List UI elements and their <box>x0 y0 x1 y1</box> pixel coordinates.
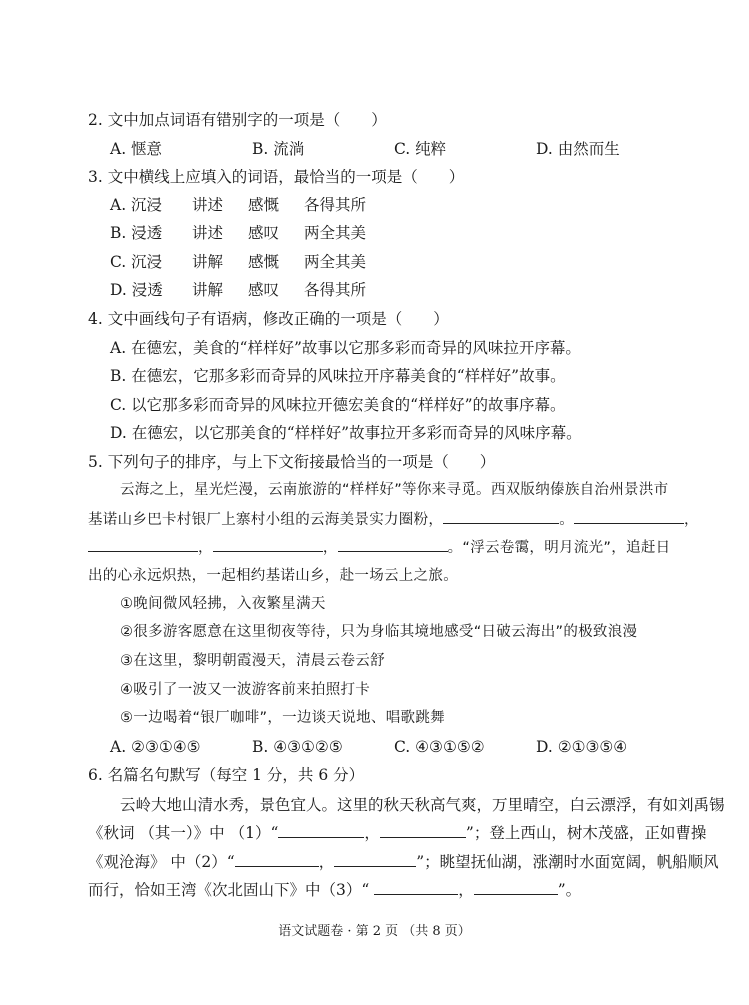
q3-row-a-word-2: 讲述 <box>192 196 224 214</box>
q5-blank-1[interactable] <box>443 509 559 524</box>
q6-line-2-text-c: ”；登上西山，树木茂盛，正如曹操 <box>465 824 707 842</box>
q4-option-b: B. 在德宏，它那多彩而奇异的风味拉开序幕美食的“样样好”故事。 <box>110 367 566 385</box>
q5-option-c: C. ④③①⑤② <box>394 738 485 756</box>
q6-blank-6[interactable] <box>474 880 558 895</box>
q5-sep-comma: ， <box>322 540 338 556</box>
q5-blank-2[interactable] <box>574 509 684 524</box>
q4-option-a: A. 在德宏，美食的“样样好”故事以它那多彩而奇异的风味拉开序幕。 <box>110 339 581 357</box>
q4-stem: 4. 文中画线句子有语病，修改正确的一项是（ ） <box>88 310 449 328</box>
q3-row-a-word-1: A. 沉浸 <box>110 196 163 214</box>
q5-sep-comma: ， <box>684 512 699 528</box>
q2-option-c: C. 纯粹 <box>394 140 447 158</box>
q5-sentence-1: ①晚间微风轻拂，入夜繁星满天 <box>120 596 326 612</box>
q3-row-c-word-3: 感慨 <box>248 253 280 271</box>
q2-option-b: B. 流淌 <box>252 140 305 158</box>
q3-row-b-word-3: 感叹 <box>248 224 280 242</box>
q6-line-2-text-a: 《秋词 （其一）》中 （1）“ <box>88 824 279 842</box>
q5-blank-5[interactable] <box>338 537 448 552</box>
q5-sentence-5: ⑤一边喝着“银厂咖啡”，一边谈天说地、唱歌跳舞 <box>120 710 445 726</box>
q4-option-c: C. 以它那多彩而奇异的风味拉开德宏美食的“样样好”的故事序幕。 <box>110 396 566 414</box>
q5-passage-text-2: 基诺山乡巴卡村银厂上寨村小组的云海美景实力圈粉， <box>88 512 444 528</box>
q6-blank-4[interactable] <box>334 852 416 867</box>
q5-option-d: D. ②①③⑤④ <box>536 738 628 756</box>
q5-passage-text-3: 。“浮云卷霭，明月流光”，追赶日 <box>447 540 671 556</box>
q3-row-c-word-2: 讲解 <box>192 253 224 271</box>
q6-stem: 6. 名篇名句默写（每空 1 分，共 6 分） <box>88 766 365 784</box>
q5-passage-line-2 <box>88 509 699 530</box>
q6-line-4-text-a: 而行，恰如王湾《次北固山下》中（3）“ <box>88 881 375 899</box>
q3-row-d-word-3: 感叹 <box>248 281 280 299</box>
q3-row-d-word-2: 讲解 <box>192 281 224 299</box>
q3-row-a-word-3: 感慨 <box>248 196 280 214</box>
q5-stem: 5. 下列句子的排序，与上下文衔接最恰当的一项是（ ） <box>88 453 496 471</box>
q5-sep-period: 。 <box>559 512 575 528</box>
q3-row-d-word-4: 各得其所 <box>304 281 367 299</box>
q6-blank-1[interactable] <box>278 823 364 838</box>
q6-line-2-comma: ， <box>364 824 380 842</box>
q6-blank-2[interactable] <box>380 823 466 838</box>
q6-line-3-text-c: ”；眺望抚仙湖，涨潮时水面宽阔，帆船顺风 <box>416 853 719 871</box>
q6-line-4-text-c: ”。 <box>557 881 582 899</box>
q3-stem: 3. 文中横线上应填入的词语，最恰当的一项是（ ） <box>88 168 465 186</box>
q5-passage-line-4: 出的心永远炽热，一起相约基诺山乡，赴一场云上之旅。 <box>88 568 458 584</box>
q5-sentence-4: ④吸引了一波又一波游客前来拍照打卡 <box>120 682 371 698</box>
q3-row-b-word-2: 讲述 <box>192 224 224 242</box>
q2-option-d: D. 由然而生 <box>536 140 620 158</box>
q6-blank-3[interactable] <box>235 852 319 867</box>
q6-line-2 <box>88 823 706 843</box>
q3-row-c-word-1: C. 沉浸 <box>110 253 163 271</box>
q3-row-b-word-1: B. 浸透 <box>110 224 163 242</box>
q3-row-c-word-4: 两全其美 <box>304 253 367 271</box>
q6-line-3-comma: ， <box>318 853 335 871</box>
q3-row-a-word-4: 各得其所 <box>304 196 367 214</box>
q5-blank-3[interactable] <box>88 537 198 552</box>
q5-sentence-2: ②很多游客愿意在这里彻夜等待，只为身临其境地感受“日破云海出”的极致浪漫 <box>120 624 638 640</box>
q5-sep-comma: ， <box>198 540 213 556</box>
q3-row-d-word-1: D. 浸透 <box>110 281 163 299</box>
q6-line-3-text-a: 《观沧海》 中（2）“ <box>88 853 235 871</box>
q4-option-d: D. 在德宏，以它那美食的“样样好”故事拉开多彩而奇异的风味序幕。 <box>110 424 582 442</box>
q5-option-b: B. ④③①②⑤ <box>252 738 343 756</box>
q5-passage-line-1: 云海之上，星光烂漫，云南旅游的“样样好”等你来寻觅。西双版纳傣族自治州景洪市 <box>120 482 669 498</box>
q5-sentence-3: ③在这里，黎明朝霞漫天，清晨云卷云舒 <box>120 653 385 669</box>
page-footer: 语文试题卷 · 第 2 页 （共 8 页） <box>278 924 471 939</box>
q6-line-3 <box>88 852 719 872</box>
q5-passage-line-3 <box>88 537 670 558</box>
q5-option-a: A. ②③①④⑤ <box>110 738 201 756</box>
q6-line-4-comma: ， <box>458 881 474 899</box>
q2-stem: 2. 文中加点词语有错别字的一项是（ ） <box>88 111 387 129</box>
q3-row-b-word-4: 两全其美 <box>304 224 367 242</box>
q6-blank-5[interactable] <box>374 880 458 895</box>
q5-blank-4[interactable] <box>213 537 323 552</box>
q2-option-a: A. 惬意 <box>110 140 163 158</box>
q6-line-1: 云岭大地山清水秀，景色宜人。这里的秋天秋高气爽，万里晴空，白云漂浮，有如刘禹锡 <box>120 796 725 814</box>
q6-line-4 <box>88 880 581 900</box>
